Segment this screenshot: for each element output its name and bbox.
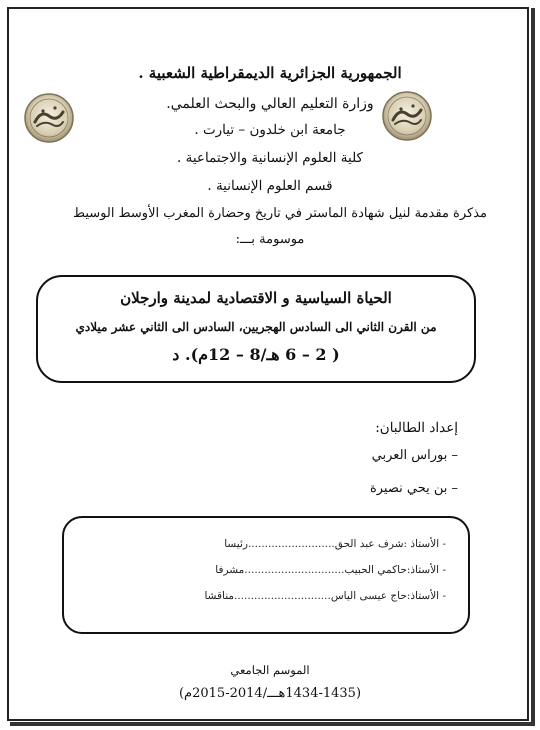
university-line: جامعة ابن خلدون – تيارت . — [194, 122, 346, 138]
ministry-line: وزارة التعليم العالي والبحث العلمي. — [166, 96, 374, 112]
jury-row-president: - الأستاذ :شرف عبد الحق..........................رئيسا — [224, 538, 446, 550]
faculty-line: كلية العلوم الإنسانية والاجتماعية . — [177, 150, 363, 166]
republic-line: الجمهورية الجزائرية الديمقراطية الشعبية . — [138, 64, 402, 82]
titled-label: موسومة بـــ: — [235, 232, 305, 247]
students-heading: إعداد الطالبان: — [375, 420, 458, 436]
thesis-title: الحياة السياسية و الاقتصادية لمدينة وارجلان — [120, 289, 392, 307]
student-name: – بن يحي نصيرة — [369, 481, 458, 496]
thesis-dates: ( 2 – 6 هـ/8 – 12م). د — [172, 345, 340, 364]
jury-row-supervisor: - الأستاذ:حاكمي الحبيب..............................مشرفا — [215, 564, 446, 576]
page-border-shadow-bottom — [10, 722, 535, 726]
thesis-title-box — [36, 275, 476, 383]
university-seal-icon — [381, 90, 433, 142]
university-seal-icon — [23, 92, 75, 144]
academic-years: (1434-1435هـــ/2014-2015م) — [178, 686, 362, 701]
student-name: – بوراس العربي — [371, 448, 458, 463]
jury-box — [62, 516, 470, 634]
thesis-purpose: مذكرة مقدمة لنيل شهادة الماستر في تاريخ وحضارة المغرب الأوسط الوسيط — [72, 206, 488, 221]
page-border-shadow-right — [531, 8, 535, 724]
thesis-subtitle: من القرن الثاني الى السادس الهجريين، السادس الى الثاني عشر ميلادي — [75, 320, 437, 334]
department-line: قسم العلوم الإنسانية . — [207, 178, 333, 194]
jury-row-examiner: - الأستاذ:حاج عيسى الياس.............................مناقشا — [204, 590, 446, 602]
academic-season-label: الموسم الجامعي — [230, 663, 310, 677]
